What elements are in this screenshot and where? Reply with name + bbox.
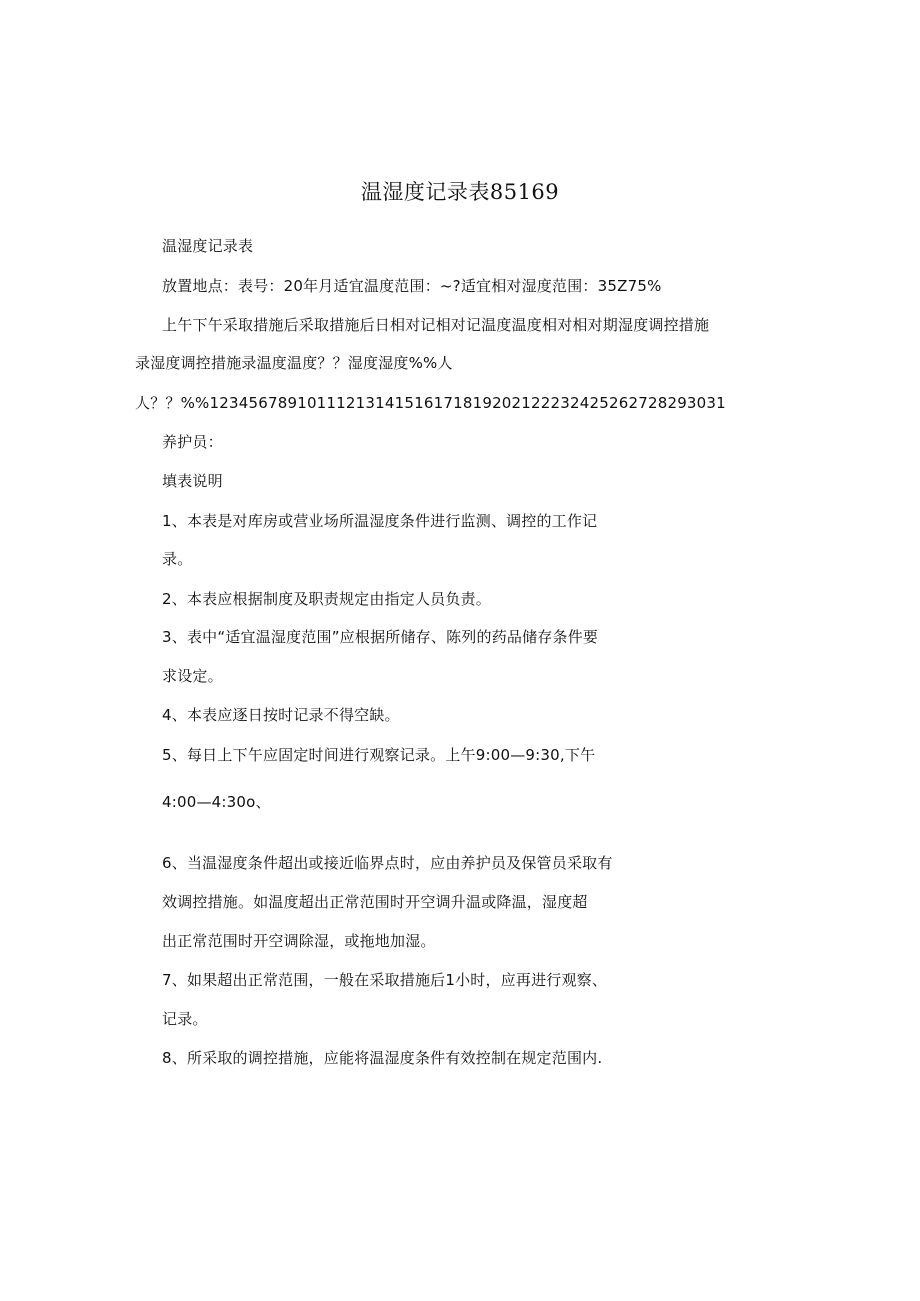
instruction-line: 出正常范围时开空调除湿，或拖地加湿。 — [162, 932, 436, 950]
caretaker-label: 养护员： — [162, 433, 223, 451]
instruction-line: 3、表中“适宜温湿度范围”应根据所储存、陈列的药品储存条件要 — [162, 628, 599, 646]
table-text-line-1: 上午下午采取措施后采取措施后日相对记相对记温度温度相对相对期湿度调控措施 — [162, 316, 710, 334]
instruction-line: 6、当温湿度条件超出或接近临界点时，应由养护员及保管员采取有 — [162, 854, 613, 872]
document-title: 温湿度记录表85169 — [360, 180, 560, 204]
table-text-line-2: 录湿度调控措施录温度温度？？湿度湿度%%人 — [135, 354, 453, 372]
header-fields: 放置地点：表号：20年月适宜温度范围：~?适宜相对湿度范围：35Z75% — [162, 277, 662, 295]
form-subtitle: 温湿度记录表 — [162, 237, 254, 255]
instruction-line: 8、所采取的调控措施，应能将温湿度条件有效控制在规定范围内. — [162, 1049, 603, 1067]
table-text-line-3: 人？？%%12345678910111213141516171819202122232425262728293031 — [135, 394, 726, 412]
instructions-heading: 填表说明 — [162, 472, 223, 490]
instruction-line: 录。 — [162, 550, 193, 568]
instruction-line: 求设定。 — [162, 667, 223, 685]
instruction-line: 2、本表应根据制度及职责规定由指定人员负责。 — [162, 590, 491, 608]
instruction-line: 4:00—4:30o、 — [162, 793, 271, 811]
instruction-line: 效调控措施。如温度超出正常范围时开空调升温或降温，湿度超 — [162, 893, 588, 911]
instruction-line: 1、本表是对库房或营业场所温湿度条件进行监测、调控的工作记 — [162, 512, 598, 530]
instruction-line: 记录。 — [162, 1010, 208, 1028]
instruction-line: 7、如果超出正常范围，一般在采取措施后1小时，应再进行观察、 — [162, 971, 608, 989]
instruction-line: 5、每日上下午应固定时间进行观察记录。上午9:00—9:30,下午 — [162, 746, 596, 764]
instruction-line: 4、本表应逐日按时记录不得空缺。 — [162, 706, 400, 724]
